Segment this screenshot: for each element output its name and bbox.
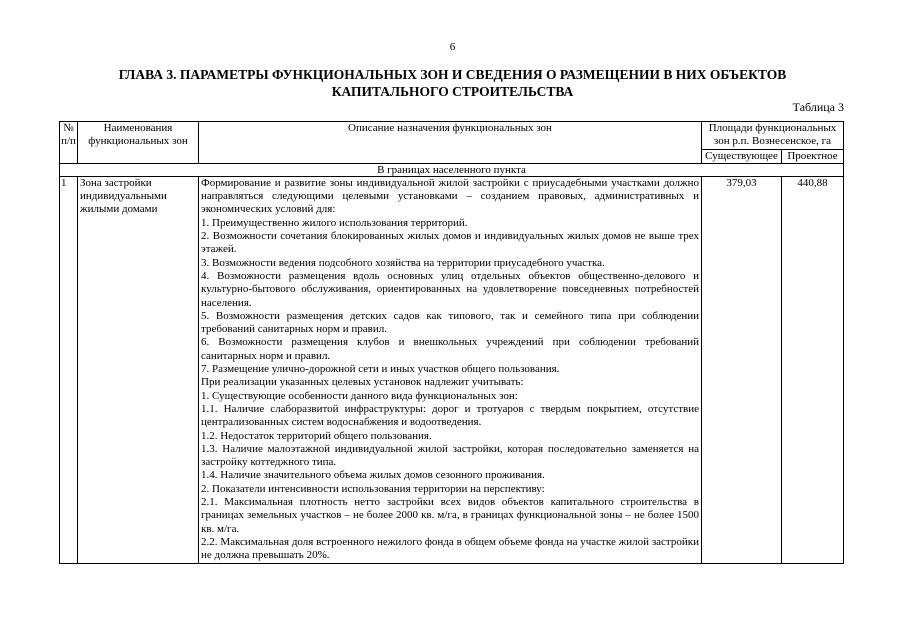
description-paragraph: 2.2. Максимальная доля встроенного нежилого фонда в общем объеме фонда на участке жилой застройки не должна превышать 20%. — [201, 535, 699, 562]
row-area-existing: 379,03 — [702, 176, 782, 563]
row-zone-name: Зона застройки индивидуальными жилыми домами — [78, 176, 199, 563]
description-paragraph: Формирование и развитие зоны индивидуальной жилой застройки с приусадебными участками должно направляться следующими целевыми установками – созданием правовых, административных и экономических условий для: — [201, 176, 699, 216]
row-area-planned: 440,88 — [782, 176, 844, 563]
description-paragraph: 1. Преимущественно жилого использования территорий. — [201, 216, 468, 229]
description-paragraph: 6. Возможности размещения клубов и внешкольных учреждений при соблюдении требований санитарных норм и правил. — [201, 336, 699, 362]
chapter-title-line-1: ГЛАВА 3. ПАРАМЕТРЫ ФУНКЦИОНАЛЬНЫХ ЗОН И СВЕДЕНИЯ О РАЗМЕЩЕНИИ В НИХ ОБЪЕКТОВ — [118, 67, 787, 82]
functional-zones-table — [59, 121, 844, 564]
description-paragraph: 1.4. Наличие значительного объема жилых домов сезонного проживания. — [201, 469, 545, 482]
description-paragraph: 1.2. Недостаток территорий общего пользования. — [201, 429, 432, 442]
description-paragraph: 2.1. Максимальная плотность нетто застройки всех видов объектов капитального строительства в границах земельных участков – не более 2000 кв. м/га, в границах функциональной зоны – не более 1500 кв. м/га. — [201, 496, 699, 535]
description-paragraph: 2. Показатели интенсивности использования территории на перспективу: — [201, 482, 545, 495]
row-description — [199, 176, 702, 563]
header-row-1 — [60, 122, 844, 150]
table-row — [60, 176, 844, 563]
description-paragraph: 2. Возможности сочетания блокированных жилых домов и индивидуальных жилых домов не выше трех этажей. — [201, 230, 699, 256]
section-label: В границах населенного пункта — [60, 163, 844, 176]
chapter-title-line-2: КАПИТАЛЬНОГО СТРОИТЕЛЬСТВА — [331, 84, 574, 99]
chapter-title — [60, 66, 845, 100]
description-paragraph: 3. Возможности ведения подсобного хозяйства на территории приусадебного участка. — [201, 256, 605, 269]
section-row — [60, 163, 844, 176]
table-label: Таблица 3 — [792, 100, 844, 114]
description-paragraph: 1.3. Наличие малоэтажной индивидуальной жилой застройки, которая последовательно заменяется на застройку коттеджного типа. — [201, 442, 699, 469]
header-planned: Проектное — [782, 149, 844, 163]
description-paragraph: При реализации указанных целевых установок надлежит учитывать: — [201, 376, 524, 389]
description-paragraph: 1.1. Наличие слаборазвитой инфраструктуры: дорог и тротуаров с твердым покрытием, отсутствие централизованных систем водоснабжения и водоотведения. — [201, 402, 699, 429]
description-paragraph: 4. Возможности размещения вдоль основных улиц отдельных объектов общественно-делового и культурно-бытового обслуживания, ориентированных на удовлетворение повседневных потребностей населения. — [201, 269, 699, 309]
header-area: Площади функциональных зон р.п. Вознесенское, га — [702, 122, 844, 150]
header-zone-name: Наименования функциональных зон — [78, 122, 199, 164]
header-existing: Существующее — [702, 149, 782, 163]
header-description: Описание назначения функциональных зон — [199, 122, 702, 164]
description-paragraph: 5. Возможности размещения детских садов как типового, так и семейного типа при соблюдении требований санитарных норм и правил. — [201, 309, 699, 336]
page-number: 6 — [449, 41, 456, 53]
description-paragraph: 7. Размещение улично-дорожной сети и иных участков общего пользования. — [201, 363, 560, 376]
row-number: 1 — [60, 176, 78, 563]
description-paragraph: 1. Существующие особенности данного вида функциональных зон: — [201, 389, 518, 402]
header-number: № п/п — [60, 122, 78, 164]
